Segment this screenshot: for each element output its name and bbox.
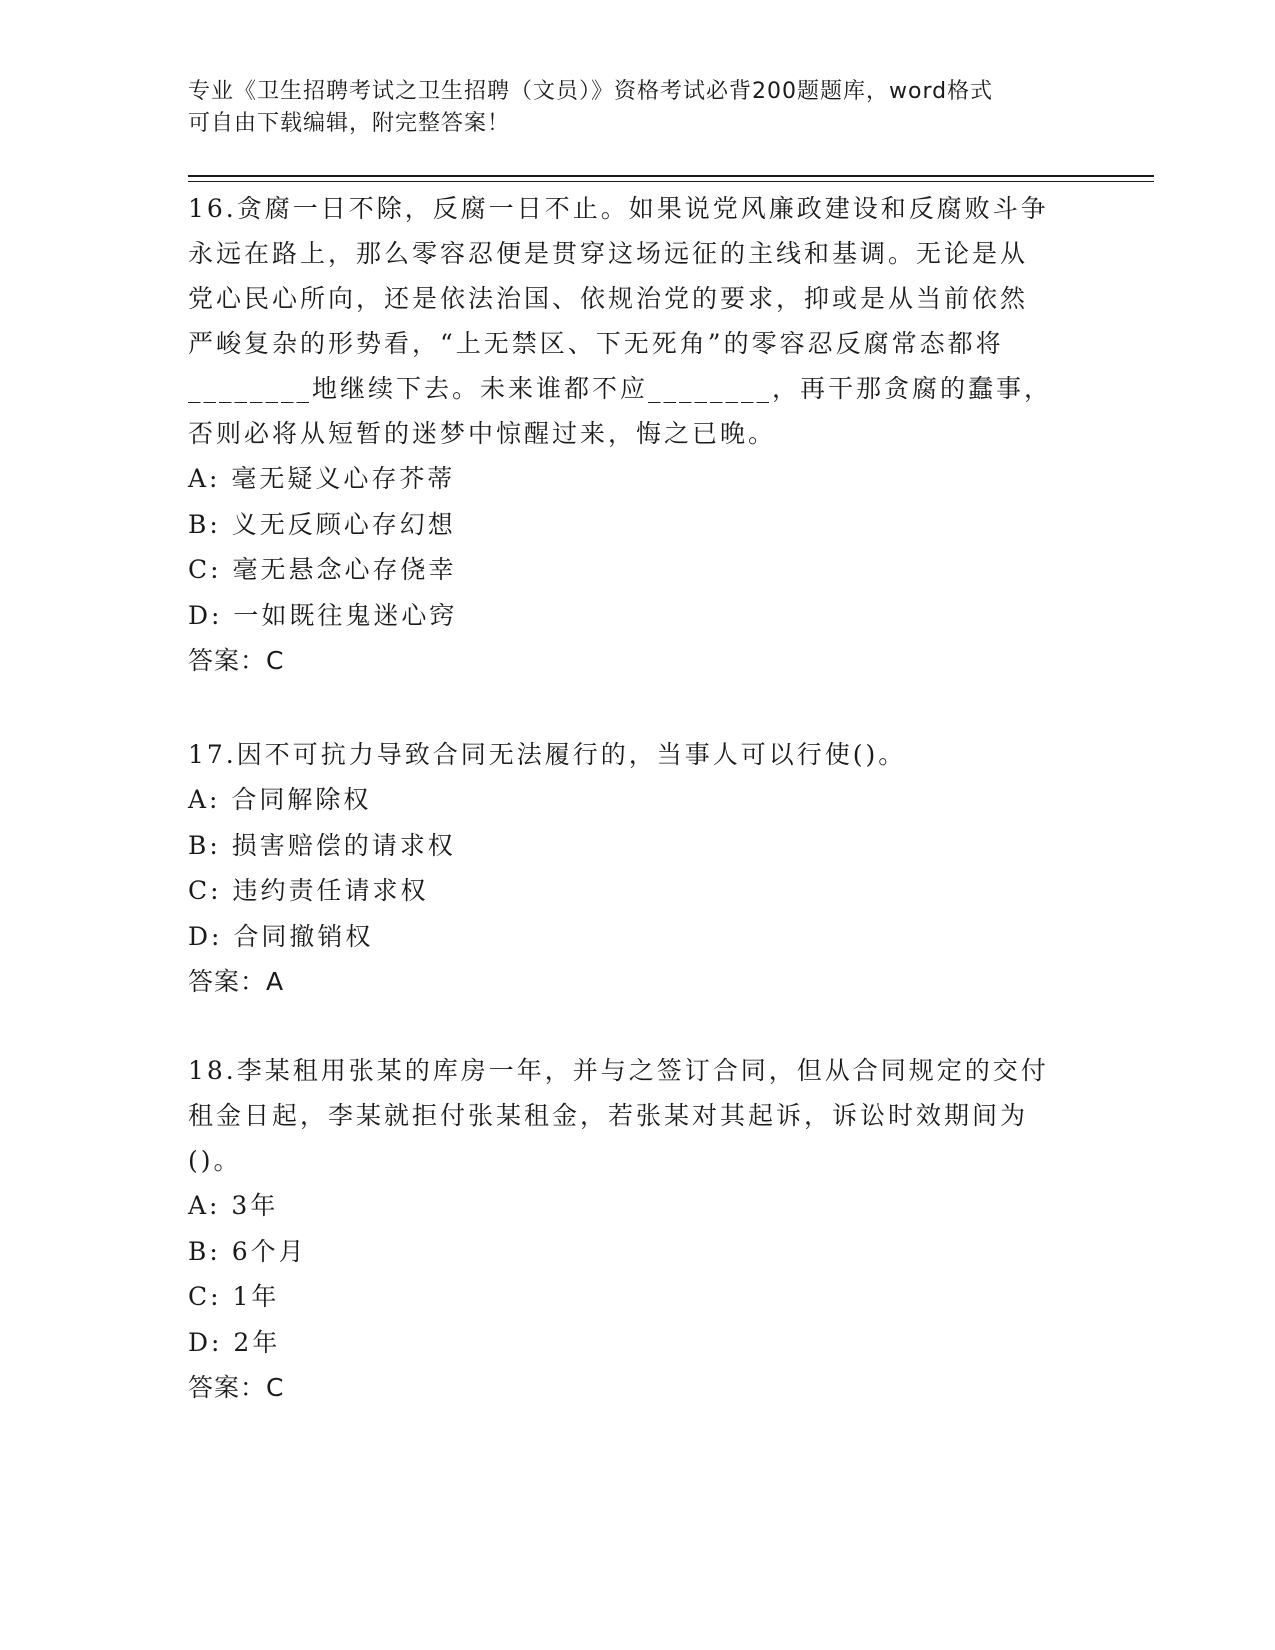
document-header — [188, 76, 1088, 140]
question-stem-line: 16.贪腐一日不除，反腐一日不止。如果说党风廉政建设和反腐败斗争 — [188, 194, 1049, 223]
option-b: B: 义无反顾心存幻想 — [188, 509, 456, 539]
answer: 答案：C — [188, 646, 285, 675]
option-b: B: 6个月 — [188, 1236, 307, 1266]
question-17 — [188, 732, 1088, 1004]
question-stem-line: 永远在路上，那么零容忍便是贯穿这场远征的主线和基调。无论是从 — [188, 239, 1029, 268]
option-d: D: 合同撤销权 — [188, 921, 374, 951]
header-rule-thick — [188, 175, 1154, 177]
header-rule-thin — [188, 181, 1154, 182]
answer: 答案：C — [188, 1373, 285, 1402]
question-stem-line: ________地继续下去。未来谁都不应________，再干那贪腐的蠢事， — [188, 374, 1053, 403]
question-18 — [188, 1048, 1088, 1410]
option-b: B: 损害赔偿的请求权 — [188, 830, 456, 860]
question-stem-line: 17.因不可抗力导致合同无法履行的，当事人可以行使()。 — [188, 740, 907, 769]
question-stem-line: 党心民心所向，还是依法治国、依规治党的要求，抑或是从当前依然 — [188, 284, 1029, 313]
option-c: C: 违约责任请求权 — [188, 876, 429, 905]
header-line-2: 可自由下载编辑，附完整答案！ — [188, 111, 511, 136]
question-stem-line: 18.李某租用张某的库房一年，并与之签订合同，但从合同规定的交付 — [188, 1056, 1049, 1085]
option-a: A: 3年 — [188, 1191, 279, 1220]
option-a: A: 合同解除权 — [188, 785, 372, 814]
question-stem-line: ()。 — [188, 1146, 242, 1175]
option-d: D: 一如既往鬼迷心窍 — [188, 600, 458, 630]
option-c: C: 1年 — [188, 1282, 280, 1311]
header-line-1: 专业《卫生招聘考试之卫生招聘（文员）》资格考试必背200题题库，word格式 — [188, 79, 994, 104]
answer: 答案：A — [188, 967, 285, 996]
question-stem-line: 严峻复杂的形势看，“上无禁区、下无死角”的零容忍反腐常态都将 — [188, 329, 1004, 358]
option-a: A: 毫无疑义心存芥蒂 — [188, 464, 456, 493]
question-stem-line: 否则必将从短暂的迷梦中惊醒过来，悔之已晚。 — [188, 419, 777, 448]
question-stem-line: 租金日起，李某就拒付张某租金，若张某对其起诉，诉讼时效期间为 — [188, 1101, 1029, 1130]
option-d: D: 2年 — [188, 1327, 281, 1357]
question-16 — [188, 186, 1088, 683]
option-c: C: 毫无悬念心存侥幸 — [188, 555, 457, 584]
